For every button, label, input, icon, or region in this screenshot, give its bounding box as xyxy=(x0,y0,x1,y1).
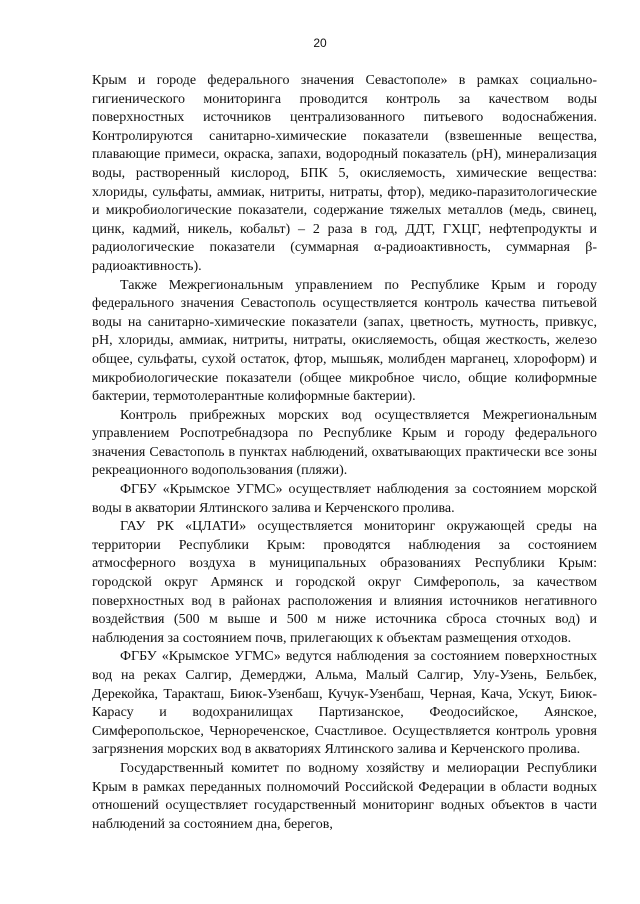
page-number: 20 xyxy=(313,36,327,50)
document-body xyxy=(92,72,597,834)
paragraph-clati-monitoring: ГАУ РК «ЦЛАТИ» осуществляется мониторинг окружающей среды на территории Республики Крым: проводятся наблюдения за состоянием атмосферного воздуха в муниципальных образованиях Республики Крым: городской округ Армянск и городской округ Симферополь, за качеством поверхностных вод в районах расположения и влияния источников негативного воздействия (500 м выше и 500 м ниже источника сброса сточных вод) и наблюдения за состоянием почв, прилегающих к объектам размещения отходов. xyxy=(92,519,597,646)
paragraph-drinking-water-control: Также Межрегиональным управлением по Республике Крым и городу федерального значения Севастополь осуществляется контроль качества питьевой воды на санитарно-химические показатели (запах, цветность, мутность, привкус, рН, хлориды, аммиак, нитриты, нитраты, окисляемость, общая жесткость, железо общее, сульфаты, сухой остаток, фтор, мышьяк, молибден марганец, хлороформ) и микробиологические показатели (общее микробное число, общие колиформные бактерии, термотолерантные колиформные бактерии). xyxy=(92,277,597,405)
paragraph-water-monitoring-continuation: Крым и городе федерального значения Севастополе» в рамках социально-гигиенического мониторинга проводится контроль за качеством воды поверхностных источников централизованного питьевого водоснабжения. Контролируются санитарно-химические показатели (взвешенные вещества, плавающие примеси, окраска, запахи, водородный показатель (рН), минерализация воды, растворенный кислород, БПК 5, окисляемость, химические вещества: хлориды, сульфаты, аммиак, нитриты, нитраты, фтор), медико-паразитологические и микробиологические показатели, содержание тяжелых металлов (медь, свинец, цинк, кадмий, никель, кобальт) – 2 раза в год, ДДТ, ГХЦГ, нефтепродукты и радиологические показатели (суммарная α-радиоактивность, суммарная β-радиоактивность). xyxy=(92,73,597,274)
paragraph-state-committee-water: Государственный комитет по водному хозяйству и мелиорации Республики Крым в рамках переданных полномочий Российской Федерации в области водных отношений осуществляет государственный мониторинг водных объектов в части наблюдений за состоянием дна, берегов, xyxy=(92,760,597,832)
paragraph-coastal-waters-control: Контроль прибрежных морских вод осуществляется Межрегиональным управлением Роспотребнадзора по Республике Крым и городу федерального значения Севастополь в пунктах наблюдений, охватывающих практически все зоны рекреационного водопользования (пляжи). xyxy=(92,407,597,479)
paragraph-ugms-sea-observations: ФГБУ «Крымское УГМС» осуществляет наблюдения за состоянием морской воды в акватории Ялтинского залива и Керченского пролива. xyxy=(92,482,597,516)
paragraph-ugms-surface-waters: ФГБУ «Крымское УГМС» ведутся наблюдения за состоянием поверхностных вод на реках Салгир, Демерджи, Альма, Малый Салгир, Улу-Узень, Бельбек, Дерекойка, Таракташ, Биюк-Узенбаш, Кучук-Узенбаш, Черная, Кача, Ускут, Биюк-Карасу и водохранилищах Партизанское, Феодосийское, Аянское, Симферопольское, Чернореченское, Счастливое. Осуществляется контроль уровня загрязнения морских вод в акваториях Ялтинского залива и Керченского пролива. xyxy=(92,649,597,758)
